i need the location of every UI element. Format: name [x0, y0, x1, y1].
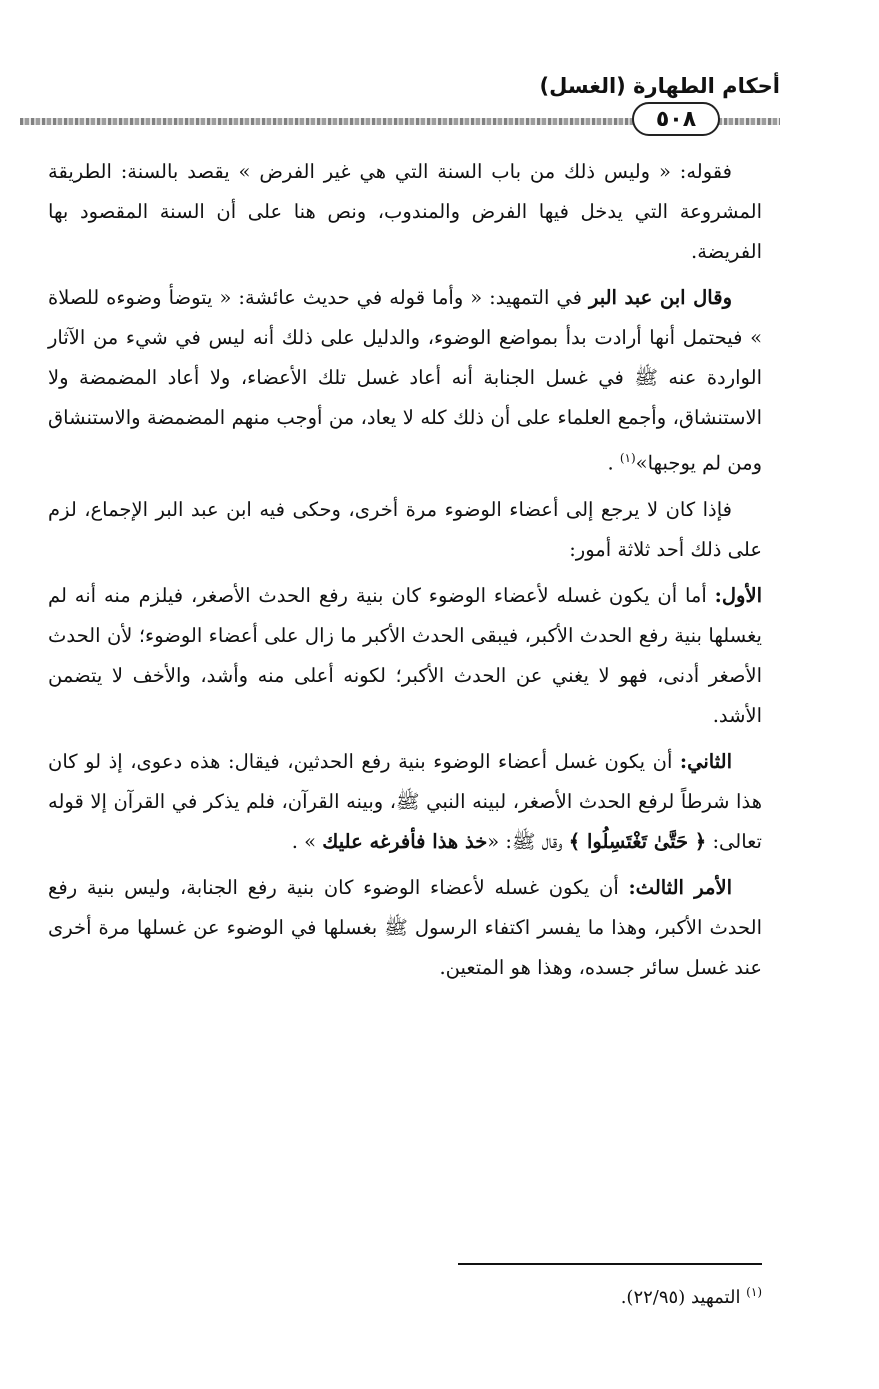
paragraph-6-lead: الأمر الثالث: — [628, 875, 732, 899]
footnote-marker: (١) — [746, 1285, 762, 1299]
paragraph-5-text: أن يكون غسل أعضاء الوضوء بنية رفع الحدثين، فيقال: هذه دعوى، إذ لو كان هذا شرطاً لرفع الحدث الأصغر، لبينه النبي ﷺ، وبينه القرآن، فلم يذكر في القرآن إلا قوله تعالى: — [48, 749, 762, 853]
page-number: ٥٠٨ — [655, 106, 697, 132]
paragraph-4-text: أما أن يكون غسله لأعضاء الوضوء كان بنية رفع الحدث الأصغر، فيلزم منه أنه لم يغسلها بنية رفع الحدث الأكبر، فيبقى الحدث الأكبر ما زال على أعضاء الوضوء؛ لأن الحدث الأصغر أدنى، فهو لا يغني عن الحدث الأكبر؛ لكونه أعلى منه وأشد، والأخف لا يتضمن الأشد. — [48, 583, 762, 727]
paragraph-5-text-2: وقال ﷺ: « — [487, 829, 569, 853]
page-body — [48, 152, 762, 994]
paragraph-1 — [48, 152, 762, 272]
paragraph-5-end: » . — [291, 829, 323, 853]
paragraph-4 — [48, 576, 762, 736]
footnote-ref: (١) — [619, 451, 636, 465]
paragraph-2-lead: وقال ابن عبد البر — [588, 286, 732, 309]
paragraph-5 — [48, 742, 762, 862]
paragraph-1-text: فقوله: « وليس ذلك من باب السنة التي هي غير الفرض » يقصد بالسنة: الطريقة المشروعة التي يدخل فيها الفرض والمندوب، ونص هنا على أن السنة المقصود بها الفريضة. — [48, 160, 762, 263]
paragraph-3 — [48, 490, 762, 570]
hadith-quote: خذ هذا فأفرغه عليك — [322, 829, 488, 853]
quran-quote: ﴿ حَتَّىٰ تَغْتَسِلُوا ﴾ — [568, 829, 707, 853]
paragraph-3-text: فإذا كان لا يرجع إلى أعضاء الوضوء مرة أخرى، وحكى فيه ابن عبد البر الإجماع، لزم على ذلك أحد ثلاثة أمور: — [48, 497, 762, 561]
paragraph-5-lead: الثاني: — [679, 749, 732, 773]
footnote-text: التمهيد (٢٢/٩٥). — [620, 1287, 747, 1308]
paragraph-2-text: في التمهيد: « وأما قوله في حديث عائشة: « يتوضأ وضوءه للصلاة » فيحتمل أنها أرادت بدأ بمواضع الوضوء، والدليل على ذلك أنه ليس في شيء من الآثار الواردة عنه ﷺ في غسل الجنابة أنه أعاد غسل تلك الأعضاء، ولا أعاد المضمضة ولا الاستنشاق، وأجمع العلماء على أن ذلك كله لا يعاد، من أوجب منهم المضمضة والاستنشاق ومن لم يوجبها» — [48, 286, 762, 475]
footnote-separator — [458, 1263, 762, 1265]
page-header — [20, 70, 780, 140]
paragraph-6-text: أن يكون غسله لأعضاء الوضوء كان بنية رفع الجنابة، وليس بنية رفع الحدث الأكبر، وهذا ما يفسر اكتفاء الرسول ﷺ بغسلها في الوضوء عن غسلها مرة أخرى عند غسل سائر جسده، وهذا هو المتعين. — [48, 875, 762, 979]
footnote — [300, 1285, 762, 1308]
paragraph-2-end: . — [607, 451, 620, 475]
paragraph-4-lead: الأول: — [714, 583, 762, 607]
paragraph-2 — [48, 278, 762, 484]
page-number-badge — [632, 102, 720, 136]
running-title: أحكام الطهارة (الغسل) — [539, 74, 780, 98]
paragraph-6 — [48, 868, 762, 988]
